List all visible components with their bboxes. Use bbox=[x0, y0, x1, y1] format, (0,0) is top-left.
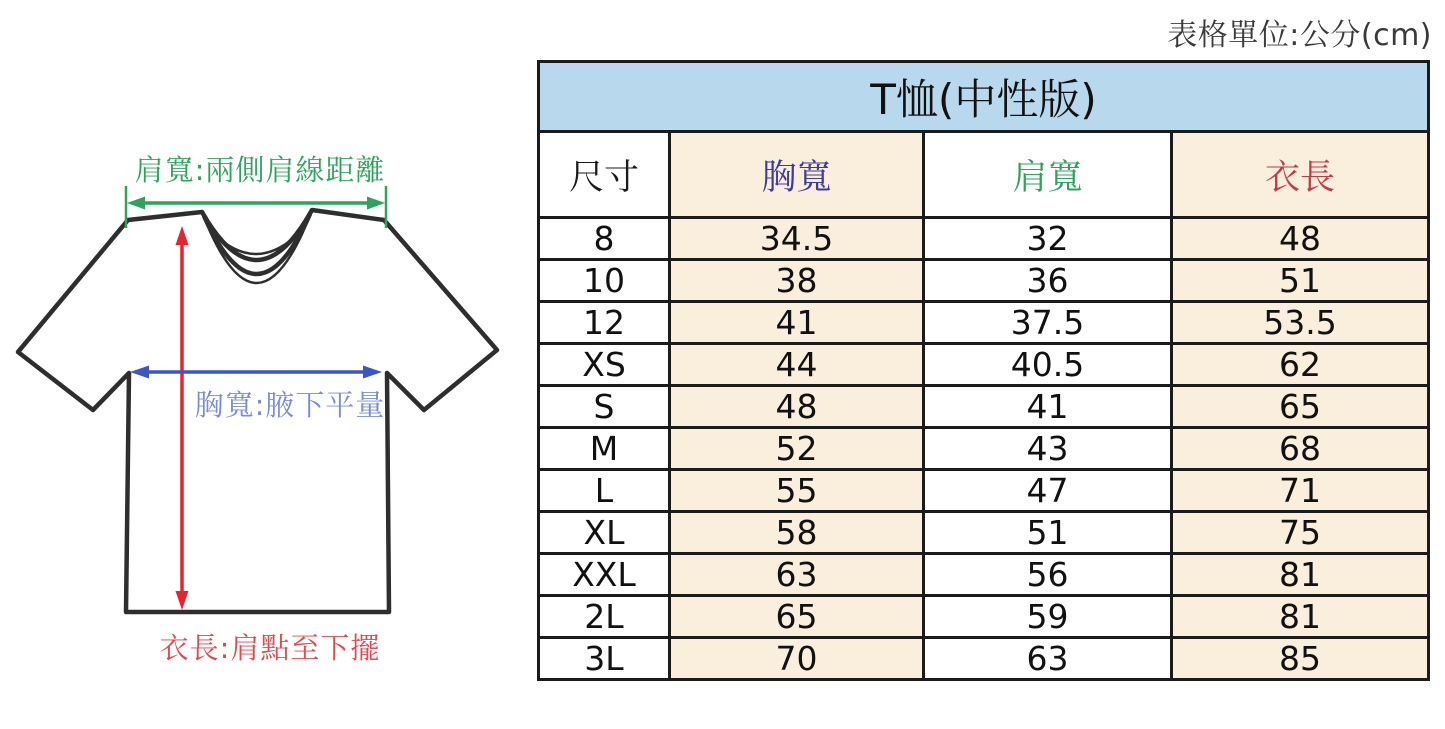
table-title-row bbox=[539, 62, 1429, 132]
shoulder-cell: 40.5 bbox=[924, 344, 1172, 386]
chest-cell: 48 bbox=[670, 386, 924, 428]
header-size: 尺寸 bbox=[539, 132, 670, 218]
chest-cell: 63 bbox=[670, 554, 924, 596]
table-header-row bbox=[539, 132, 1429, 218]
length-cell: 75 bbox=[1172, 512, 1429, 554]
garment-length-label: 衣長:肩點至下擺 bbox=[159, 631, 381, 665]
table-row bbox=[539, 596, 1429, 638]
chest-cell: 41 bbox=[670, 302, 924, 344]
table-row bbox=[539, 512, 1429, 554]
shoulder-width-label: 肩寬:兩側肩線距離 bbox=[134, 153, 386, 187]
table-title: T恤(中性版) bbox=[539, 62, 1429, 132]
length-cell: 53.5 bbox=[1172, 302, 1429, 344]
table-row bbox=[539, 386, 1429, 428]
chest-cell: 58 bbox=[670, 512, 924, 554]
length-cell: 85 bbox=[1172, 638, 1429, 680]
shoulder-cell: 51 bbox=[924, 512, 1172, 554]
shoulder-cell: 37.5 bbox=[924, 302, 1172, 344]
size-cell: 3L bbox=[539, 638, 670, 680]
chest-cell: 38 bbox=[670, 260, 924, 302]
chest-cell: 55 bbox=[670, 470, 924, 512]
shoulder-cell: 63 bbox=[924, 638, 1172, 680]
size-cell: 10 bbox=[539, 260, 670, 302]
tshirt-measurement-diagram bbox=[0, 140, 530, 700]
table-unit-note: 表格單位:公分(cm) bbox=[1167, 18, 1432, 53]
length-cell: 71 bbox=[1172, 470, 1429, 512]
table-row bbox=[539, 428, 1429, 470]
size-table bbox=[537, 60, 1430, 681]
size-table-container bbox=[537, 60, 1430, 681]
table-row bbox=[539, 302, 1429, 344]
length-cell: 81 bbox=[1172, 596, 1429, 638]
size-cell: M bbox=[539, 428, 670, 470]
shoulder-cell: 47 bbox=[924, 470, 1172, 512]
chest-width-label: 胸寬:腋下平量 bbox=[194, 388, 386, 422]
size-cell: 2L bbox=[539, 596, 670, 638]
size-cell: 12 bbox=[539, 302, 670, 344]
header-length: 衣長 bbox=[1172, 132, 1429, 218]
length-cell: 48 bbox=[1172, 218, 1429, 260]
header-chest: 胸寬 bbox=[670, 132, 924, 218]
length-cell: 81 bbox=[1172, 554, 1429, 596]
length-cell: 68 bbox=[1172, 428, 1429, 470]
table-row bbox=[539, 344, 1429, 386]
table-row bbox=[539, 470, 1429, 512]
size-cell: 8 bbox=[539, 218, 670, 260]
size-cell: L bbox=[539, 470, 670, 512]
size-cell: S bbox=[539, 386, 670, 428]
shoulder-cell: 41 bbox=[924, 386, 1172, 428]
shoulder-cell: 59 bbox=[924, 596, 1172, 638]
table-row bbox=[539, 638, 1429, 680]
chest-cell: 52 bbox=[670, 428, 924, 470]
chest-cell: 44 bbox=[670, 344, 924, 386]
length-cell: 51 bbox=[1172, 260, 1429, 302]
table-row bbox=[539, 260, 1429, 302]
chest-cell: 65 bbox=[670, 596, 924, 638]
shoulder-cell: 56 bbox=[924, 554, 1172, 596]
shoulder-cell: 32 bbox=[924, 218, 1172, 260]
chest-cell: 34.5 bbox=[670, 218, 924, 260]
shoulder-cell: 36 bbox=[924, 260, 1172, 302]
length-cell: 65 bbox=[1172, 386, 1429, 428]
table-row bbox=[539, 218, 1429, 260]
size-cell: XXL bbox=[539, 554, 670, 596]
header-shoulder: 肩寬 bbox=[924, 132, 1172, 218]
shoulder-cell: 43 bbox=[924, 428, 1172, 470]
table-row bbox=[539, 554, 1429, 596]
chest-cell: 70 bbox=[670, 638, 924, 680]
size-cell: XS bbox=[539, 344, 670, 386]
length-cell: 62 bbox=[1172, 344, 1429, 386]
size-cell: XL bbox=[539, 512, 670, 554]
